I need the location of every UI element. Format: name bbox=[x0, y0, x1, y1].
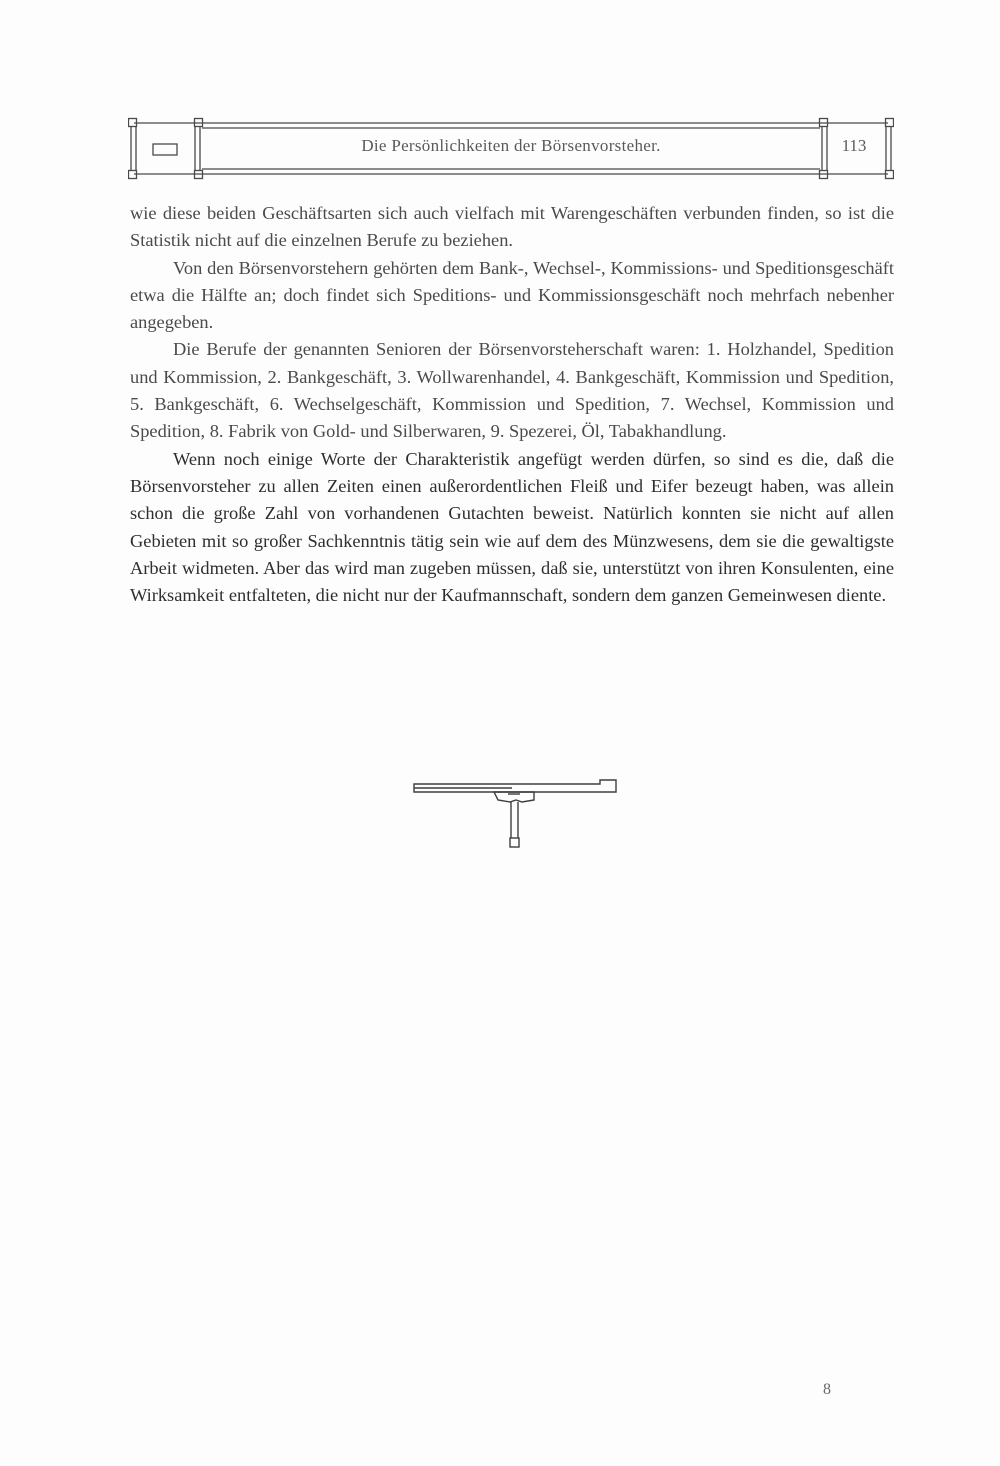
paragraph-1: wie diese beiden Geschäftsarten sich auch vielfach mit Warengeschäften verbunden finden, so ist die Statistik nicht auf die einzelnen Berufe zu beziehen. bbox=[130, 203, 894, 251]
signature-mark: 8 bbox=[823, 1381, 831, 1398]
tail-ornament bbox=[412, 778, 617, 850]
tail-ornament-graphic bbox=[412, 778, 617, 850]
paragraph-3: Die Berufe der genannten Senioren der Börsenvorsteherschaft waren: 1. Holzhandel, Spedition und Kommission, 2. Bankgeschäft, 3. Wollwarenhandel, 4. Bankgeschäft, Kommission und Spedition, 5. Bankgeschäft, 6. Wechselgeschäft, Kommission und Spedition, 7. Wechsel, Kommission und Spedition, 8. Fabrik von Gold- und Silberwaren, 9. Spezerei, Öl, Tabakhandlung. bbox=[130, 339, 894, 442]
body-text bbox=[130, 200, 894, 609]
paragraph-2: Von den Börsenvorstehern gehörten dem Bank-, Wechsel-, Kommissions- und Speditionsgeschäft etwa die Hälfte an; doch findet sich Speditions- und Kommissionsgeschäft noch mehrfach nebenher angegeben. bbox=[130, 257, 894, 333]
running-head: Die Persönlichkeiten der Börsenvorsteher. bbox=[361, 136, 661, 155]
page-number: 113 bbox=[841, 136, 867, 155]
paragraph-4: Wenn noch einige Worte der Charakteristik angefügt werden dürfen, so sind es die, daß die Börsenvorsteher zu allen Zeiten einen außerordentlichen Fleiß und Eifer bezeugt haben, was allein schon die große Zahl von vorhandenen Gutachten beweist. Natürlich konnten sie nicht auf allen Gebieten mit so großer Sachkenntnis tätig sein wie auf dem des Münzwesens, dem sie die gewaltigste Arbeit widmeten. Aber das wird man zugeben müssen, daß sie, unterstützt von ihren Konsulenten, eine Wirksamkeit entfalteten, die nicht nur der Kaufmannschaft, sondern dem ganzen Gemeinwesen diente. bbox=[130, 448, 894, 606]
